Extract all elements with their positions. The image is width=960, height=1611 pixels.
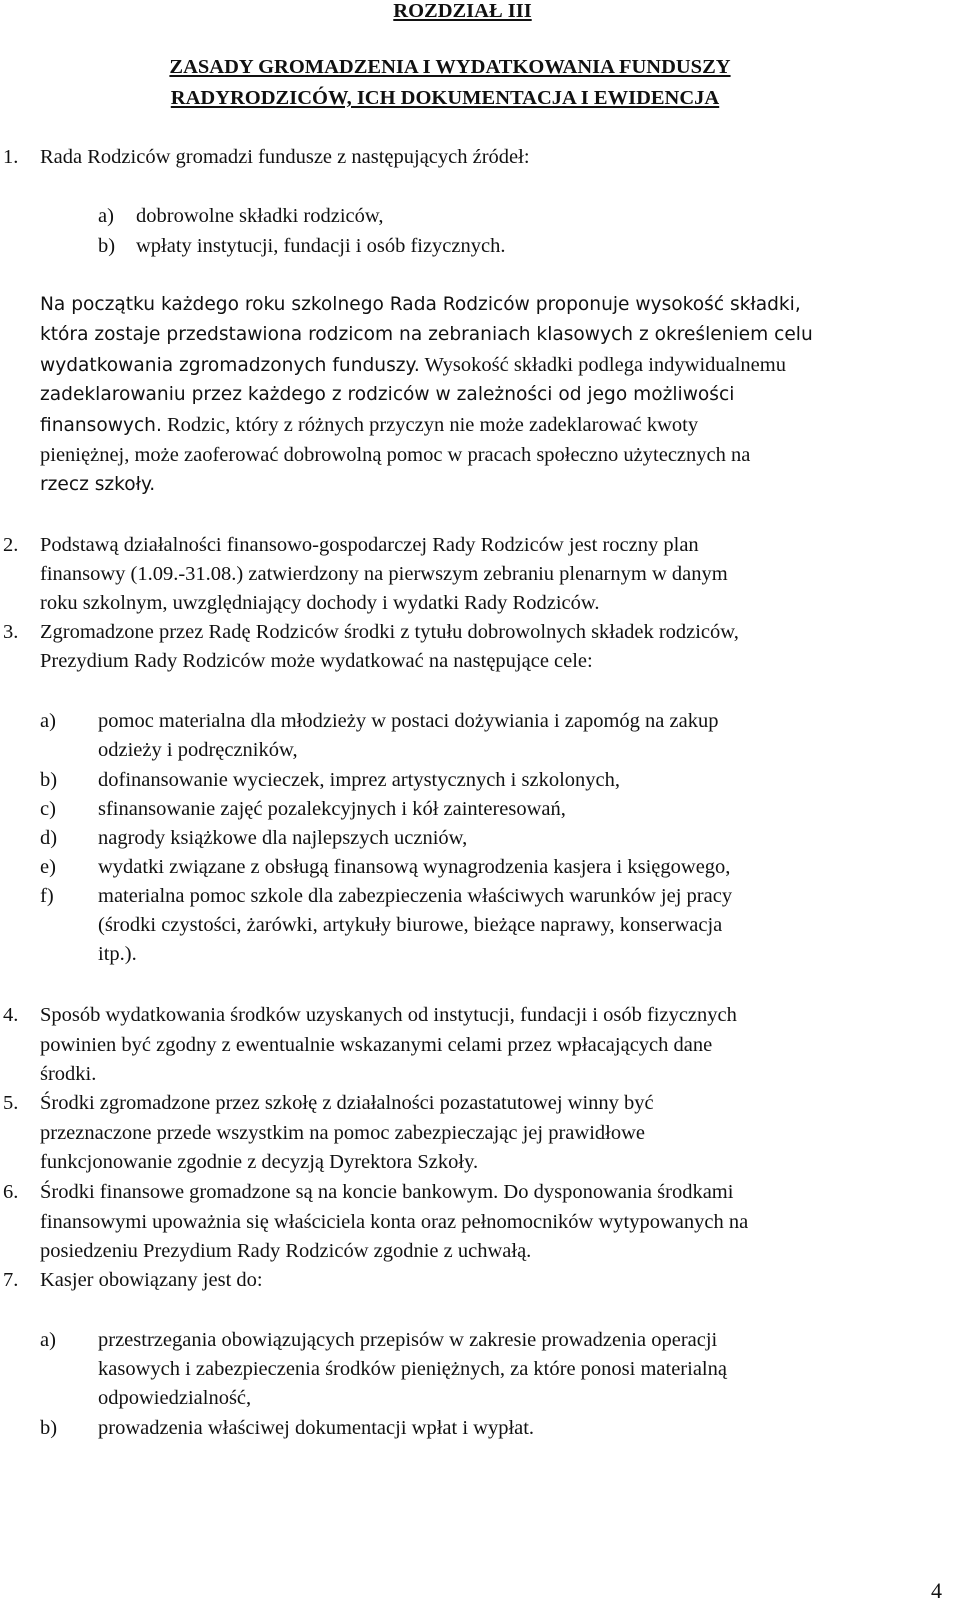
- point-1-item-b-text: wpłaty instytucji, fundacji i osób fizycznych.: [136, 235, 506, 257]
- paragraph-line: zadeklarowaniu przez każdego z rodziców w zależności od jego możliwości: [40, 384, 735, 405]
- point-1-number: 1.: [3, 146, 19, 168]
- chapter-heading-line1: ZASADY GROMADZENIA I WYDATKOWANIA FUNDUSZY: [169, 56, 731, 78]
- point-3-item-f-letter: f): [40, 885, 54, 907]
- page-number: 4: [931, 1578, 942, 1603]
- point-5-line: przeznaczone przede wszystkim na pomoc zabezpieczając jej prawidłowe: [40, 1122, 646, 1144]
- paragraph-line: Na początku każdego roku szkolnego Rada Rodziców proponuje wysokość składki,: [40, 294, 801, 315]
- paragraph-line-part: wydatkowania zgromadzonych funduszy.: [40, 355, 420, 376]
- point-7-item-a-line: przestrzegania obowiązujących przepisów w zakresie prowadzenia operacji: [98, 1329, 718, 1351]
- point-3-item-b-letter: b): [40, 769, 58, 791]
- point-3-item-a-line: odzieży i podręczników,: [98, 739, 298, 761]
- point-5-number: 5.: [3, 1092, 19, 1114]
- point-4-number: 4.: [3, 1004, 19, 1026]
- point-2-line: Podstawą działalności finansowo-gospodarczej Rady Rodziców jest roczny plan: [40, 534, 699, 556]
- point-3-item-f-line: (środki czystości, żarówki, artykuły biurowe, bieżące naprawy, konserwacja: [98, 914, 723, 936]
- point-1-item-a-text: dobrowolne składki rodziców,: [136, 205, 384, 227]
- paragraph-line: pieniężnej, może zaoferować dobrowolną pomoc w pracach społeczno użytecznych na: [40, 444, 751, 466]
- point-6-number: 6.: [3, 1181, 19, 1203]
- point-4-line: Sposób wydatkowania środków uzyskanych od instytucji, fundacji i osób fizycznych: [40, 1004, 737, 1026]
- point-7-item-a-letter: a): [40, 1329, 56, 1351]
- point-3-item-c-letter: c): [40, 798, 56, 820]
- paragraph-line: rzecz szkoły.: [40, 474, 156, 495]
- point-7-item-b-letter: b): [40, 1417, 58, 1439]
- paragraph-line: [40, 414, 698, 437]
- point-2-line: roku szkolnym, uwzględniający dochody i wydatki Rady Rodziców.: [40, 592, 600, 614]
- point-7-item-a-line: odpowiedzialność,: [98, 1387, 252, 1409]
- chapter-heading-line2: RADYRODZICÓW, ICH DOKUMENTACJA I EWIDENCJA: [170, 87, 720, 109]
- point-7-item-b-line: prowadzenia właściwej dokumentacji wpłat i wypłat.: [98, 1417, 535, 1439]
- point-1-item-b-letter: b): [98, 235, 116, 257]
- point-3-line: Zgromadzone przez Radę Rodziców środki z tytułu dobrowolnych składek rodziców,: [40, 621, 739, 643]
- point-3-item-d-letter: d): [40, 827, 58, 849]
- point-3-item-f-line: itp.).: [98, 943, 137, 965]
- point-3-item-e-letter: e): [40, 856, 56, 878]
- point-6-line: finansowymi upoważnia się właściciela konta oraz pełnomocników wytypowanych na: [40, 1211, 749, 1233]
- point-7-text: Kasjer obowiązany jest do:: [40, 1269, 263, 1291]
- point-1-item-a-letter: a): [98, 205, 114, 227]
- point-3-item-f-line: materialna pomoc szkole dla zabezpieczenia właściwych warunków jej pracy: [98, 885, 733, 907]
- paragraph-line-part: Wysokość składki podlega indywidualnemu: [419, 354, 786, 376]
- point-5-line: funkcjonowanie zgodnie z decyzją Dyrektora Szkoły.: [40, 1151, 479, 1173]
- point-3-number: 3.: [3, 621, 19, 643]
- paragraph-line-part: finansowych.: [40, 415, 162, 436]
- point-7-number: 7.: [3, 1269, 19, 1291]
- point-2-number: 2.: [3, 534, 19, 556]
- paragraph-line: [40, 354, 786, 377]
- paragraph-line: która zostaje przedstawiona rodzicom na zebraniach klasowych z określeniem celu: [40, 324, 813, 345]
- point-3-item-a-letter: a): [40, 710, 56, 732]
- point-1-text: Rada Rodziców gromadzi fundusze z następujących źródeł:: [40, 146, 530, 168]
- point-4-line: powinien być zgodny z ewentualnie wskazanymi celami przez wpłacających dane: [40, 1034, 713, 1056]
- chapter-title: ROZDZIAŁ III: [393, 0, 532, 22]
- point-3-item-b-line: dofinansowanie wycieczek, imprez artystycznych i szkolonych,: [98, 769, 620, 791]
- point-6-line: Środki finansowe gromadzone są na koncie bankowym. Do dysponowania środkami: [40, 1181, 734, 1203]
- point-6-line: posiedzeniu Prezydium Rady Rodziców zgodnie z uchwałą.: [40, 1240, 532, 1262]
- point-3-line: Prezydium Rady Rodziców może wydatkować na następujące cele:: [40, 650, 593, 672]
- point-3-item-a-line: pomoc materialna dla młodzieży w postaci dożywiania i zapomóg na zakup: [98, 710, 719, 732]
- point-4-line: środki.: [40, 1063, 97, 1085]
- point-5-line: Środki zgromadzone przez szkołę z działalności pozastatutowej winny być: [40, 1092, 654, 1114]
- point-7-item-a-line: kasowych i zabezpieczenia środków pieniężnych, za które ponosi materialną: [98, 1358, 727, 1380]
- point-3-item-e-line: wydatki związane z obsługą finansową wynagrodzenia kasjera i księgowego,: [98, 856, 731, 878]
- paragraph-line-part: Rodzic, który z różnych przyczyn nie może zadeklarować kwoty: [161, 414, 699, 436]
- point-3-item-c-line: sfinansowanie zajęć pozalekcyjnych i kół zainteresowań,: [98, 798, 566, 820]
- point-3-item-d-line: nagrody książkowe dla najlepszych uczniów,: [98, 827, 468, 849]
- point-2-line: finansowy (1.09.-31.08.) zatwierdzony na pierwszym zebraniu plenarnym w danym: [40, 563, 728, 585]
